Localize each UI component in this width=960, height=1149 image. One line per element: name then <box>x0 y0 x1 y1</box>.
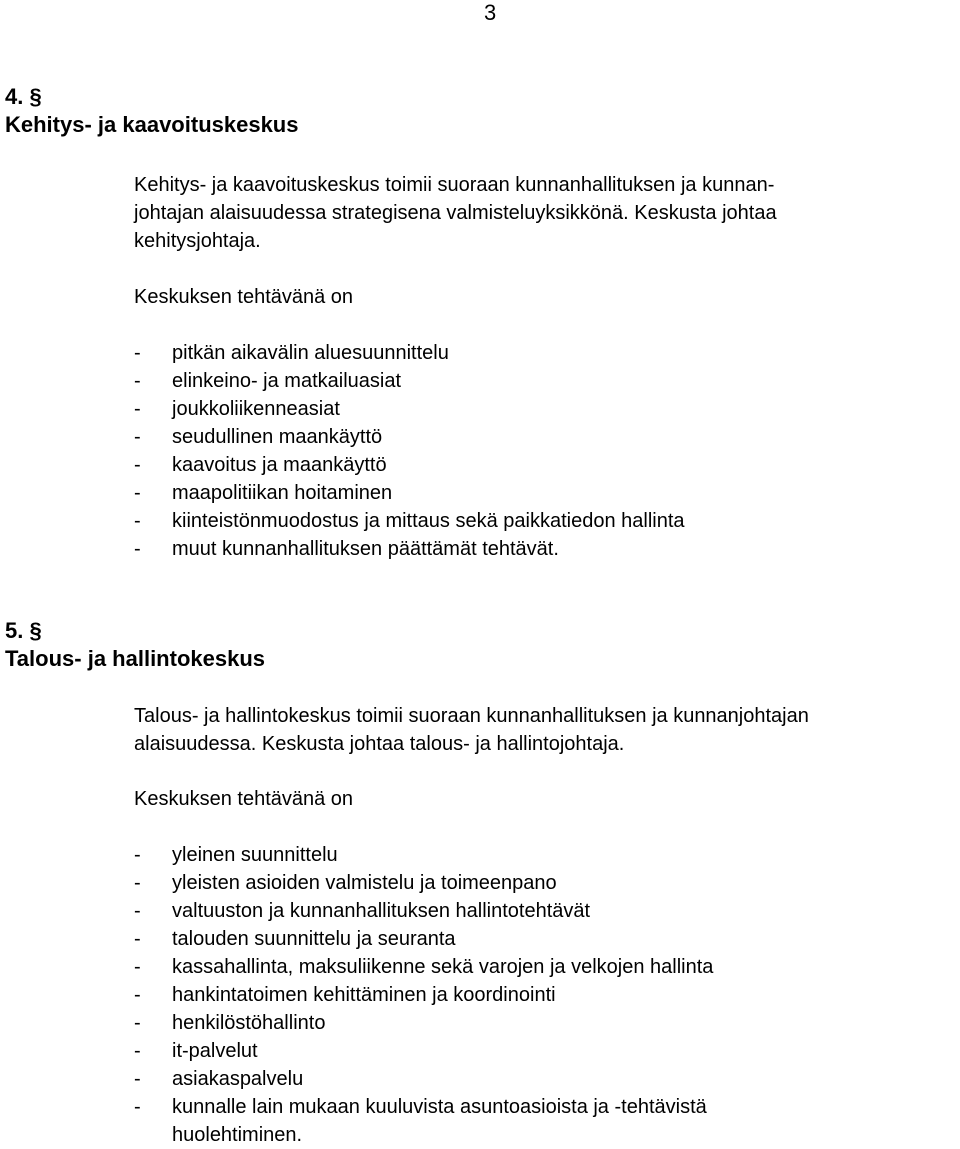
task-list <box>134 339 955 563</box>
dash-bullet: - <box>134 1040 141 1062</box>
section-paragraph <box>134 171 955 255</box>
list-item-text: maapolitiikan hoitaminen <box>172 482 393 504</box>
dash-bullet: - <box>134 342 141 364</box>
list-item <box>134 869 955 897</box>
dash-bullet: - <box>134 482 141 504</box>
list-item <box>134 953 955 981</box>
list-item-text: asiakaspalvelu <box>172 1068 304 1090</box>
list-item-text: hankintatoimen kehittäminen ja koordinointi <box>172 984 556 1006</box>
list-item <box>134 1065 955 1093</box>
list-item <box>134 451 955 479</box>
paragraph-line: alaisuudessa. Keskusta johtaa talous- ja hallintojohtaja. <box>134 733 625 755</box>
list-item <box>134 423 955 451</box>
list-item <box>134 841 955 869</box>
list-item-text: elinkeino- ja matkailuasiat <box>172 370 402 392</box>
list-item <box>134 339 955 367</box>
list-item-text <box>172 1093 955 1149</box>
dash-bullet: - <box>134 370 141 392</box>
dash-bullet: - <box>134 956 141 978</box>
dash-bullet: - <box>134 454 141 476</box>
list-item <box>134 1037 955 1065</box>
section-title: Talous- ja hallintokeskus <box>5 646 265 671</box>
dash-bullet: - <box>134 984 141 1006</box>
list-item-line: kunnalle lain mukaan kuuluvista asuntoasioista ja -tehtävistä <box>172 1096 707 1118</box>
list-item-text: kassahallinta, maksuliikenne sekä varojen ja velkojen hallinta <box>172 956 714 978</box>
dash-bullet: - <box>134 538 141 560</box>
section-body <box>134 171 955 563</box>
dash-bullet: - <box>134 1012 141 1034</box>
list-item <box>134 395 955 423</box>
list-item-text: kiinteistönmuodostus ja mittaus sekä paikkatiedon hallinta <box>172 510 685 532</box>
list-item <box>134 981 955 1009</box>
section-number: 4. § <box>5 84 42 109</box>
list-item-text: seudullinen maankäyttö <box>172 426 383 448</box>
dash-bullet: - <box>134 1068 141 1090</box>
task-list <box>134 841 955 1149</box>
list-item-text: joukkoliikenneasiat <box>172 398 340 420</box>
list-item <box>134 535 955 563</box>
task-lead: Keskuksen tehtävänä on <box>134 788 354 810</box>
dash-bullet: - <box>134 872 141 894</box>
section-title: Kehitys- ja kaavoituskeskus <box>5 112 299 137</box>
list-item-text: it-palvelut <box>172 1040 258 1062</box>
dash-bullet: - <box>134 510 141 532</box>
list-item <box>134 1093 955 1149</box>
paragraph-line: johtajan alaisuudessa strategisena valmisteluyksikkönä. Keskusta johtaa <box>134 202 777 224</box>
list-item <box>134 925 955 953</box>
section-5 <box>5 617 955 1149</box>
dash-bullet: - <box>134 900 141 922</box>
section-number: 5. § <box>5 618 42 643</box>
paragraph-line: Kehitys- ja kaavoituskeskus toimii suoraan kunnanhallituksen ja kunnan- <box>134 174 775 196</box>
dash-bullet: - <box>134 928 141 950</box>
list-item-text: valtuuston ja kunnanhallituksen hallintotehtävät <box>172 900 591 922</box>
list-item-text: yleisten asioiden valmistelu ja toimeenpano <box>172 872 557 894</box>
dash-bullet: - <box>134 844 141 866</box>
list-item-text: henkilöstöhallinto <box>172 1012 326 1034</box>
dash-bullet: - <box>134 426 141 448</box>
list-item-text: talouden suunnittelu ja seuranta <box>172 928 456 950</box>
list-item-text: kaavoitus ja maankäyttö <box>172 454 387 476</box>
task-lead: Keskuksen tehtävänä on <box>134 286 354 308</box>
section-body <box>134 702 955 1149</box>
list-item <box>134 367 955 395</box>
page-number: 3 <box>484 0 497 25</box>
section-paragraph <box>134 702 955 758</box>
dash-bullet: - <box>134 398 141 420</box>
section-4 <box>5 83 955 563</box>
list-item-line: huolehtiminen. <box>172 1124 303 1146</box>
list-item <box>134 897 955 925</box>
dash-bullet: - <box>134 1096 141 1118</box>
list-item <box>134 479 955 507</box>
list-item <box>134 507 955 535</box>
list-item-text: muut kunnanhallituksen päättämät tehtävät. <box>172 538 559 560</box>
list-item-text: pitkän aikavälin aluesuunnittelu <box>172 342 449 364</box>
paragraph-line: Talous- ja hallintokeskus toimii suoraan kunnanhallituksen ja kunnanjohtajan <box>134 705 809 727</box>
list-item <box>134 1009 955 1037</box>
list-item-text: yleinen suunnittelu <box>172 844 338 866</box>
paragraph-line: kehitysjohtaja. <box>134 230 261 252</box>
